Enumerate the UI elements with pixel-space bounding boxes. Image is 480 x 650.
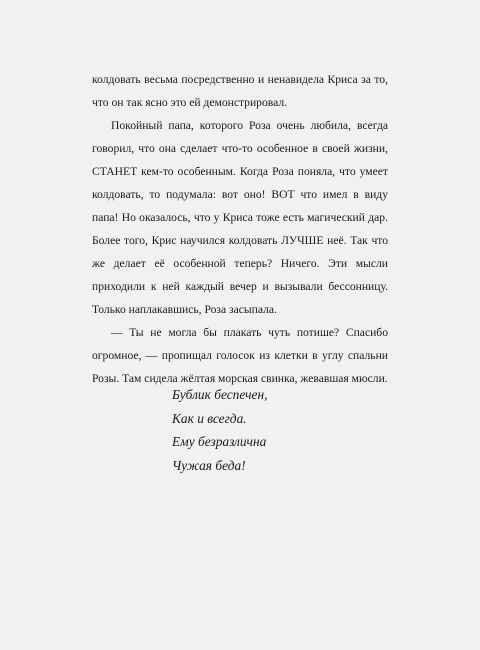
paragraph-papa: Покойный папа, которого Роза очень любила, всегда говорил, что она сделает что-то особенное в своей жизни, СТАНЕТ кем-то особенным. Когда Роза поняла, что умеет колдовать, то подумала: вот оно! ВОТ что имел в виду папа! Но оказалось, что у Криса тоже есть магический дар. Более того, Крис научился колдовать ЛУЧШЕ неё. Так что же делает её особенной теперь? Ничего. Эти мысли приходили к ней каждый вечер и вызывали бессонницу. Только наплакавшись, Роза засыпала. bbox=[92, 119, 388, 316]
poem-line-3: Ему безразлична bbox=[172, 434, 267, 449]
body-text bbox=[92, 68, 388, 390]
poem-verse bbox=[172, 383, 267, 477]
poem-line-2: Как и всегда. bbox=[172, 410, 247, 426]
poem-line-1: Бублик беспечен, bbox=[172, 387, 268, 402]
paragraph-continuation: колдовать весьма посредственно и ненавидела Криса за то, что он так ясно это ей демонстрировал. bbox=[92, 73, 388, 109]
poem-line-4: Чужая беда! bbox=[172, 457, 246, 473]
paragraph-guinea-pig: — Ты не могла бы плакать чуть потише? Спасибо огромное, — пропищал голосок из клетки в углу спальни Розы. Там сидела жёлтая морская свинка, жевавшая мюсли. bbox=[92, 326, 388, 385]
